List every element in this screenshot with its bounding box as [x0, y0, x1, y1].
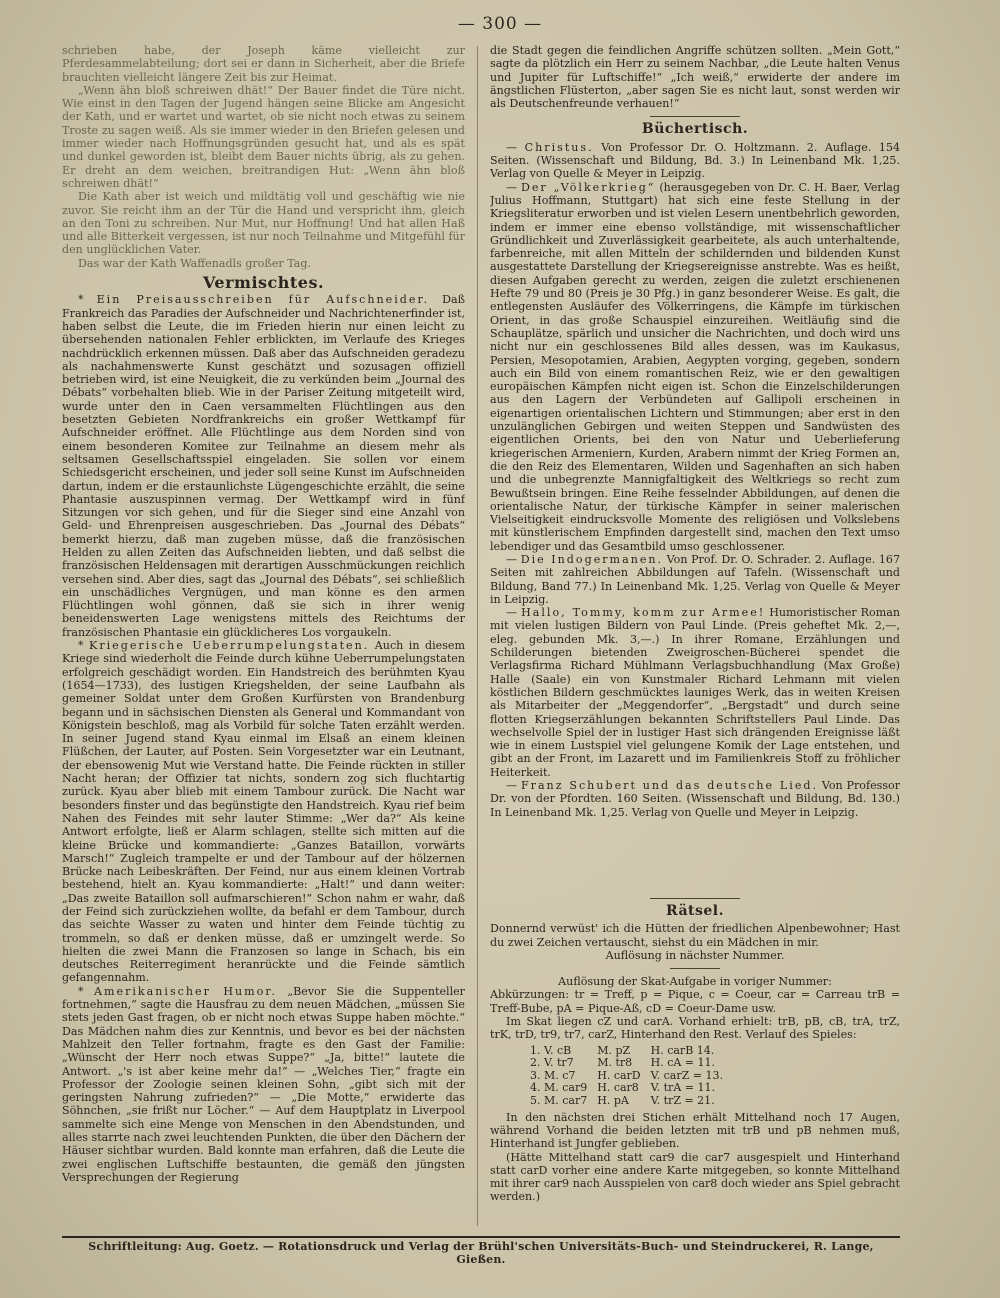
left-column [62, 44, 465, 1230]
book-text: Von Prof. Dr. O. Schrader. 2. Auflage. 167 Seiten mit zahlreichen Abbildungen auf Tafeln. (Wissenschaft und Bildung, Band 77.) In Leinenband Mk. 1,25. Verlag von Quelle & Meyer in Leipzig. [490, 552, 900, 606]
skat-cell: H. car8 [597, 1081, 639, 1095]
book-title: Der „Völkerkrieg“ [520, 180, 656, 194]
skat-abbreviations: Abkürzungen: tr = Treff, p = Pique, c = Coeur, car = Carreau trB = Treff-Bube, pA = Pique-Aß, cD = Coeur-Dame usw. [490, 988, 900, 1015]
skat-alternative: (Hätte Mittelhand statt car9 die car7 ausgespielt und Hinterhand statt carD vorher eine andere Karte mitgegeben, so konnte Mittelhand mit ihrer car9 nach Ausspielen von car8 doch wieder ans Spiel gebracht werden.) [490, 1150, 900, 1204]
section-title-raetsel: Rätsel. [666, 903, 724, 919]
story-paragraph: Die Kath aber ist weich und mildtätig voll und geschäftig wie nie zuvor. Sie reicht ihm an der Tür die Hand und verspricht ihm, gleich an den Toni zu schreiben. Nur Mut, nur Hoffnung! Und hat allen Haß und alle Bitterkeit vergessen, ist nur noch Teilnahme und Mitgefühl für den unglücklichen Vater. [62, 190, 465, 257]
book-entry: — Franz Schubert und das deutsche Lied. Von Professor Dr. von der Pfordten. 160 Seiten. (Wissenschaft und Bildung, Bd. 130.) In Leinenband Mk. 1,25. Verlag von Quelle und Meyer in Leipzig. [490, 779, 900, 819]
book-entry: — Die Indogermanen. Von Prof. Dr. O. Schrader. 2. Auflage. 167 Seiten mit zahlreichen Abbildungen auf Tafeln. (Wissenschaft und Bildung, Band 77.) In Leinenband Mk. 1,25. Verlag von Quelle & Meyer in Leipzig. [490, 552, 900, 606]
story-paragraph: schrieben habe, der Joseph käme vielleicht zur Pferdesammelabteilung; dort sei er dann in Sicherheit, aber die Briefe brauchten vielleicht längere Zeit bis zur Heimat. [62, 44, 465, 84]
section-rule [650, 898, 740, 899]
article-humor: * Amerikanischer Humor. „Bevor Sie die Suppenteller fortnehmen,“ sagte die Hausfrau zu dem neuen Mädchen, „müssen Sie stets jeden Gast fragen, ob er nicht noch etwas Suppe haben möchte.“ Das Mädchen nahm dies zur Kenntnis, und bevor es bei der nächsten Mahlzeit den Teller fortnahm, fragte es den Gast der Familie: „Wünscht der Herr noch etwas Suppe?“ „Ja, bitte!“ lautete die Antwort. „'s ist aber keine mehr da!“ — „Welches Tier,“ fragte ein Professor der Zoologie seinen kleinen Sohn, „gibt sich mit der geringsten Nahrung zufrieden?“ — „Die Motte,“ erwiderte das Söhnchen, „sie frißt nur Löcher.“ — Auf dem Hauptplatz in Liverpool sammelte sich eine Menge von Menschen in den Abendstunden, und alles starrte nach zwei leuchtenden Punkten, die über den Dächern der Häuser sichtbar wurden. Bald konnte man erfahren, daß die Leute die zwei englischen Luftschiffe bestaunten, die gemäß den jüngsten Versprechungen der Regierung [62, 984, 465, 1184]
page-number: — 300 — [457, 14, 543, 34]
skat-cell: M. pZ [597, 1043, 631, 1057]
book-title: Christus. [524, 140, 594, 154]
article-text: Daß Frankreich das Paradies der Aufschneider und Nachrichtenerfinder ist, haben selbst die Leute, die im Frieden hierin nur einen leicht zu übersehenden nationalen Fehler erblickten, im Verlaufe des Krieges nachdrücklich erkennen müssen. Daß aber das Aufschneiden geradezu als nachahmenswerte Kunst geschätzt und sozusagen offiziell betrieben wird, ist eine Neuigkeit, die zu verkünden beim „Journal des Débats“ vorbehalten blieb. Wie in der Pariser Zeitung mitgeteilt wird, wurde unter den in Caen versammelten Flüchtlingen aus den besetzten Gebieten Nordfrankreichs ein großer Wettkampf für Aufschneider eröffnet. Alle Flüchtlinge aus dem Norden sind von einem besonderen Komitee zur Teilnahme an diesem mehr als seltsamen Gesellschaftsspiel eingeladen. Sie sollen vor einem Schiedsgericht erscheinen, und jeder soll seine Kunst im Aufschneiden dartun, indem er die erstaunlichste Lügengeschichte erzählt, die seine Phantasie auszuspinnen vermag. Der Wettkampf wird in fünf Sitzungen vor sich gehen, und für die Sieger sind eine Anzahl von Geld- und Ehrenpreisen ausgeschrieben. Das „Journal des Débats“ bemerkt hierzu, daß man zugeben müsse, daß die französischen Helden zu allen Zeiten das Aufschneiden liebten, und daß selbst die französischen Heldensagen mit derartigen Ausschmückungen reichlich versehen sind. Aber dies, sagt das „Journal des Débats“, sei schließlich ein unschädliches Vergnügen, und man könne es den armen Flüchtlingen wohl gönnen, daß sie sich in ihrer wenig beneidenswerten Lage wenigstens mittels des Reichtums der französischen Phantasie ein glücklicheres Los vorgaukeln. [62, 293, 465, 639]
column-divider [477, 46, 478, 1226]
skat-cell: 3. M. c7 [530, 1068, 576, 1082]
article-preisausschreiben: * Ein Preisausschreiben für Aufschneider. Daß Frankreich das Paradies der Aufschneider und Nachrichtenerfinder ist, haben selbst die Leute, die im Frieden hierin nur einen leicht zu übersehenden nationalen Fehler erblickten, im Verlaufe des Krieges nachdrücklich erkennen müssen. Daß aber das Aufschneiden geradezu als nachahmenswerte Kunst geschätzt und sozusagen offiziell betrieben wird, ist eine Neuigkeit, die zu verkünden beim „Journal des Débats“ vorbehalten blieb. Wie in der Pariser Zeitung mitgeteilt wird, wurde unter den in Caen versammelten Flüchtlingen aus den besetzten Gebieten Nordfrankreichs ein großer Wettkampf für Aufschneider eröffnet. Alle Flüchtlinge aus dem Norden sind von einem besonderen Komitee zur Teilnahme an diesem mehr als seltsamen Gesellschaftsspiel eingeladen. Sie sollen vor einem Schiedsgericht erscheinen, und jeder soll seine Kunst im Aufschneiden dartun, indem er die erstaunlichste Lügengeschichte erzählt, die seine Phantasie auszuspinnen vermag. Der Wettkampf wird in fünf Sitzungen vor sich gehen, und für die Sieger sind eine Anzahl von Geld- und Ehrenpreisen ausgeschrieben. Das „Journal des Débats“ bemerkt hierzu, daß man zugeben müsse, daß die französischen Helden zu allen Zeiten das Aufschneiden liebten, und daß selbst die französischen Heldensagen mit derartigen Ausschmückungen reichlich versehen sind. Aber dies, sagt das „Journal des Débats“, sei schließlich ein unschädliches Vergnügen, und man könne es den armen Flüchtlingen wohl gönnen, daß sie sich in ihrer wenig beneidenswerten Lage wenigstens mittels des Reichtums der französischen Phantasie ein glücklicheres Los vorgaukeln. [62, 293, 465, 639]
book-title: Franz Schubert und das deutsche Lied. [520, 779, 819, 793]
skat-table [530, 1045, 733, 1108]
book-entry: — Der „Völkerkrieg“ (herausgegeben von Dr. C. H. Baer, Verlag Julius Hoffmann, Stuttgart) hat sich eine feste Stellung in der Kriegsliteratur erworben und ist vielen Lesern unentbehrlich geworden, indem er immer eine ebenso vollständige, mit wissenschaftlicher Gründlichkeit und Zuverlässigkeit gearbeitete, als auch unterhaltende, farbenreiche, mit allen Mitteln der schildernden und bildenden Kunst ausgestattete Darstellung der Kriegsereignisse anstrebte. Was es heißt, diesen Aufgaben gerecht zu werden, zeigen die zuletzt erschienenen Hefte 79 und 80 (Preis je 30 Pfg.) in ganz besonderer Weise. Es galt, die entlegensten Ausläufer des Völkerringens, die Kämpfe im türkischen Orient, in das große Schauspiel einzureihen. Weitläufig sind die Schauplätze, spärlich und unsicher die Nachrichten, und doch wird uns nicht nur ein geschlossenes Bild alles dessen, was im Kaukasus, Persien, Mesopotamien, Arabien, Aegypten vorging, gegeben, sondern auch ein Bild von einem romantischen Reiz, wie er den gewaltigen europäischen Kämpfen nicht eigen ist. Schon die Einzelschilderungen aus den Lagern der Verbündeten auf Gallipoli erscheinen in eigenartigen orientalischen Lichtern und Stimmungen; aber erst in den unzulänglichen Gebirgen und weiten Steppen und Sandwüsten des eigentlichen Orients, bei den von Natur und Ueberlieferung kriegerischen Armeniern, Kurden, Arabern nimmt der Krieg Formen an, die den Reiz des Elementaren, Wilden und Sagenhaften an sich haben und die unbegrenzte Mannigfaltigkeit des Weltkriegs so recht zum Bewußtsein bringen. Eine Reihe fesselnder Abbildungen, auf denen die orientalische Natur, der türkische Kämpfer in seiner malerischen Vielseitigkeit eindrucksvolle Momente des religiösen und Volkslebens mit künstlerischem Empfinden dargestellt sind, machen den Text umso lebendiger und das Gesamtbild umso geschlossener. [490, 180, 900, 553]
skat-cell: 2. V. tr7 [530, 1056, 574, 1070]
article-title: Amerikanischer Humor. [93, 984, 277, 998]
skat-cell: 5. M. car7 [530, 1094, 588, 1108]
story-paragraph: Das war der Kath Waffenadls großer Tag. [78, 256, 311, 270]
riddle-section [490, 892, 900, 1204]
article-title: Kriegerische Ueberrumpelungstaten. [89, 639, 370, 653]
book-text: Humoristischer Roman mit vielen lustigen Bildern von Paul Linde. (Preis geheftet Mk. 2,—, eleg. gebunden Mk. 3,—.) In ihrer Romane, Erzählungen und Schilderungen bietenden Zweigroschen-Bücherei spendet die Verlagsfirma Richard Mühlmann Verlagsbuchhandlung (Max Große) Halle (Saale) ein von Kunstmaler Richard Lehmann mit vielen köstlichen Bildern geschmücktes launiges Werk, das in weiten Kreisen als Mitarbeiter der „Meggendorfer“, „Bergstadt“ und durch seine flotten Kriegserzählungen bekannten Schriftstellers Paul Linde. Das wechselvolle Spiel der in lustiger Hast sich drängenden Ereignisse läßt wie in einem Lustspiel viel gelungene Komik der Lage entstehen, und gibt an der Front, im Lazarett und im Familienkreis Stoff zu fröhlicher Heiterkeit. [490, 606, 900, 779]
article-title: Ein Preisausschreiben für Aufschneider. [96, 293, 430, 307]
skat-cell: 4. M. car9 [530, 1081, 588, 1095]
article-text: Auch in diesem Kriege sind wiederholt die Feinde durch kühne Ueberrumpelungstaten erfolgreich geschädigt worden. Ein Handstreich des berühmten Kyau (1654—1733), des lustigen Kriegshelden, der seine Laufbahn als gemeiner Soldat unter dem Großen Kurfürsten von Brandenburg begann und in sächsischen Diensten als General und Kommandant von Königstein beschloß, mag als Vorbild für solche Taten erzählt werden. In seiner Jugend stand Kyau einmal im Elsaß an einem kleinen Flüßchen, der Lauter, auf Posten. Sein Vorgesetzter war ein Leutnant, der ebensowenig Mut wie Verstand hatte. Die Feinde rückten in stiller Nacht heran; der Offizier tat nichts, sondern zog sich fluchtartig zurück. Kyau aber blieb mit einem Tambour zurück. Die Nacht war besonders finster und das begünstigte den Handstreich. Kyau rief beim Nahen des Feindes mit sehr lauter Stimme: „Wer da?“ Als keine Antwort erfolgte, ließ er Alarm schlagen, stellte sich mitten auf die kleine Brücke und kommandierte: „Ganzes Bataillon, vorwärts Marsch!“ Zugleich trampelte er und der Tambour auf der hölzernen Brücke nach Leibeskräften. Der Feind, nur aus einem kleinen Vortrab bestehend, hielt an. Kyau kommandierte: „Halt!“ und dann weiter: „Das zweite Bataillon soll aufmarschieren!“ Schon nahm er wahr, daß der Feind sich zurückziehen wollte, da befahl er dem Tambour, durch das seichte Wasser zu waten und hinter dem Feinde tüchtig zu trommeln, so daß er denken müsse, daß er umzingelt werde. So hielten die zwei Mann die Franzosen so lange in Schach, bis ein deutsches Reiterregiment heranrückte und die Feinde sämtlich gefangennahm. [62, 639, 465, 985]
skat-cell: H. carB 14. [650, 1043, 715, 1057]
story-ending [62, 44, 465, 270]
skat-cell: M. tr8 [597, 1056, 633, 1070]
riddle-text: Donnernd verwüst' ich die Hütten der friedlichen Alpenbewohner; Hast du zwei Zeichen vertauscht, siehst du ein Mädchen in mir. [490, 922, 900, 949]
skat-cell: H. pA [597, 1094, 629, 1108]
footer-rule [62, 1236, 900, 1238]
skat-cell: V. carZ = 13. [650, 1068, 723, 1082]
imprint-footer: Schriftleitung: Aug. Goetz. — Rotationsdruck und Verlag der Brühl'schen Universitäts-Buch- und Steindruckerei, R. Lange, Gießen. [88, 1240, 874, 1266]
skat-title: Auflösung der Skat-Aufgabe in voriger Nummer: [558, 975, 832, 989]
skat-row [530, 1057, 733, 1070]
skat-cell: V. trZ = 21. [650, 1094, 715, 1108]
section-title-buechertisch: Büchertisch. [641, 121, 749, 138]
book-title: Hallo, Tommy, komm zur Armee! [521, 606, 766, 620]
book-title: Die Indogermanen. [520, 552, 664, 566]
section-rule [670, 968, 720, 969]
humor-continuation: die Stadt gegen die feindlichen Angriffe schützen sollten. „Mein Gott,“ sagte da plötzlich ein Herr zu seinem Nachbar, „die Leute halten Venus und Jupiter für Luftschiffe!“ „Ich weiß,“ erwiderte der andere im ängstlichen Flüsterton, „aber sagen Sie es nicht laut, sonst werden wir als Deutschenfreunde verhauen!“ [490, 44, 900, 111]
skat-intro: Im Skat liegen cZ und carA. Vorhand erhielt: trB, pB, cB, trA, trZ, trK, trD, tr9, tr7, carZ, Hinterhand den Rest. Verlauf des Spieles: [490, 1015, 900, 1042]
riddle-note: Auflösung in nächster Nummer. [605, 948, 785, 962]
section-title-vermischtes: Vermischtes. [202, 273, 325, 293]
skat-cell: H. cA = 11. [650, 1056, 716, 1070]
skat-row [530, 1095, 733, 1108]
skat-cell: H. carD [597, 1068, 641, 1082]
skat-after: In den nächsten drei Stichen erhält Mittelhand noch 17 Augen, während Vorhand die beiden letzten mit trB und pB nehmen muß, Hinterhand ist Jungfer geblieben. [490, 1110, 900, 1151]
section-rule [650, 116, 740, 117]
book-entry: — Christus. Von Professor Dr. O. Holtzmann. 2. Auflage. 154 Seiten. (Wissenschaft und Bildung, Bd. 3.) In Leinenband Mk. 1,25. Verlag von Quelle & Meyer in Leipzig. [490, 140, 900, 181]
article-ueberrumpelung: * Kriegerische Ueberrumpelungstaten. Auch in diesem Kriege sind wiederholt die Feinde durch kühne Ueberrumpelungstaten erfolgreich geschädigt worden. Ein Handstreich des berühmten Kyau (1654—1733), des lustigen Kriegshelden, der seine Laufbahn als gemeiner Soldat unter dem Großen Kurfürsten von Brandenburg begann und in sächsischen Diensten als General und Kommandant von Königstein beschloß, mag als Vorbild für solche Taten erzählt werden. In seiner Jugend stand Kyau einmal im Elsaß an einem kleinen Flüßchen, der Lauter, auf Posten. Sein Vorgesetzter war ein Leutnant, der ebensowenig Mut wie Verstand hatte. Die Feinde rückten in stiller Nacht heran; der Offizier tat nichts, sondern zog sich fluchtartig zurück. Kyau aber blieb mit einem Tambour zurück. Die Nacht war besonders finster und das begünstigte den Handstreich. Kyau rief beim Nahen des Feindes mit sehr lauter Stimme: „Wer da?“ Als keine Antwort erfolgte, ließ er Alarm schlagen, stellte sich mitten auf die kleine Brücke und kommandierte: „Ganzes Bataillon, vorwärts Marsch!“ Zugleich trampelte er und der Tambour auf der hölzernen Brücke nach Leibeskräften. Der Feind, nur aus einem kleinen Vortrab bestehend, hielt an. Kyau kommandierte: „Halt!“ und dann weiter: „Das zweite Bataillon soll aufmarschieren!“ Schon nahm er wahr, daß der Feind sich zurückziehen wollte, da befahl er dem Tambour, durch das seichte Wasser zu waten und hinter dem Feinde tüchtig zu trommeln, so daß er denken müsse, daß er umzingelt werde. So hielten die zwei Mann die Franzosen so lange in Schach, bis ein deutsches Reiterregiment heranrückte und die Feinde sämtlich gefangennahm. [62, 639, 465, 985]
story-paragraph: „Wenn ähn bloß schreiwen dhät!“ Der Bauer findet die Türe nicht. Wie einst in den Tagen der Jugend hängen seine Blicke am Angesicht der Kath, und er wartet und wartet, ob sie nicht noch etwas zu seinem Troste zu sagen weiß. Als sie immer wieder in den Briefen gelesen und immer wieder nach Hoffnungsgründen gesucht hat, und als es spät und dunkel geworden ist, bleibt dem Bauer nichts übrig, als zu gehen. Er dreht an dem weichen, breitrandigen Hut: „Wenn ähn bloß schreiwen dhät!“ [62, 83, 465, 190]
book-entry: — Hallo, Tommy, komm zur Armee! Humoristischer Roman mit vielen lustigen Bildern von Paul Linde. (Preis geheftet Mk. 2,—, eleg. gebunden Mk. 3,—.) In ihrer Romane, Erzählungen und Schilderungen bietenden Zweigroschen-Bücherei spendet die Verlagsfirma Richard Mühlmann Verlagsbuchhandlung (Max Große) Halle (Saale) ein von Kunstmaler Richard Lehmann mit vielen köstlichen Bildern geschmücktes launiges Werk, das in weiten Kreisen als Mitarbeiter der „Meggendorfer“, „Bergstadt“ und durch seine flotten Kriegserzählungen bekannten Schriftstellers Paul Linde. Das wechselvolle Spiel der in lustiger Hast sich drängenden Ereignisse läßt wie in einem Lustspiel viel gelungene Komik der Lage entstehen, und gibt an der Front, im Lazarett und im Familienkreis Stoff zu fröhlicher Heiterkeit. [490, 606, 900, 779]
book-text: Von Professor Dr. O. Holtzmann. 2. Auflage. 154 Seiten. (Wissenschaft und Bildung, Bd. 3.) In Leinenband Mk. 1,25. Verlag von Quelle & Meyer in Leipzig. [490, 140, 900, 181]
skat-cell: 1. V. cB [530, 1043, 572, 1057]
book-text: Von Professor Dr. von der Pfordten. 160 Seiten. (Wissenschaft und Bildung, Bd. 130.) In Leinenband Mk. 1,25. Verlag von Quelle und Meyer in Leipzig. [490, 779, 900, 819]
skat-cell: V. trA = 11. [650, 1081, 715, 1095]
book-text: (herausgegeben von Dr. C. H. Baer, Verlag Julius Hoffmann, Stuttgart) hat sich eine feste Stellung in der Kriegsliteratur erworben und ist vielen Lesern unentbehrlich geworden, indem er immer eine ebenso vollständige, mit wissenschaftlicher Gründlichkeit und Zuverlässigkeit gearbeitete, als auch unterhaltende, farbenreiche, mit allen Mitteln der schildernden und bildenden Kunst ausgestattete Darstellung der Kriegsereignisse anstrebte. Was es heißt, diesen Aufgaben gerecht zu werden, zeigen die zuletzt erschienenen Hefte 79 und 80 (Preis je 30 Pfg.) in ganz besonderer Weise. Es galt, die entlegensten Ausläufer des Völkerringens, die Kämpfe im türkischen Orient, in das große Schauspiel einzureihen. Weitläufig sind die Schauplätze, spärlich und unsicher die Nachrichten, und doch wird uns nicht nur ein geschlossenes Bild alles dessen, was im Kaukasus, Persien, Mesopotamien, Arabien, Aegypten vorging, gegeben, sondern auch ein Bild von einem romantischen Reiz, wie er den gewaltigen europäischen Kämpfen nicht eigen ist. Schon die Einzelschilderungen aus den Lagern der Verbündeten auf Gallipoli erscheinen in eigenartigen orientalischen Lichtern und Stimmungen; aber erst in den unzulänglichen Gebirgen und weiten Steppen und Sandwüsten des eigentlichen Orients, bei den von Natur und Ueberlieferung kriegerischen Armeniern, Kurden, Arabern nimmt der Krieg Formen an, die den Reiz des Elementaren, Wilden und Sagenhaften an sich haben und die unbegrenzte Mannigfaltigkeit des Weltkriegs so recht zum Bewußtsein bringen. Eine Reihe fesselnder Abbildungen, auf denen die orientalische Natur, der türkische Kämpfer in seiner malerischen Vielseitigkeit eindrucksvolle Momente des religiösen und Volkslebens mit künstlerischem Empfinden dargestellt sind, machen den Text umso lebendiger und das Gesamtbild umso geschlossener. [490, 180, 900, 553]
article-text: „Bevor Sie die Suppenteller fortnehmen,“ sagte die Hausfrau zu dem neuen Mädchen, „müssen Sie stets jeden Gast fragen, ob er nicht noch etwas Suppe haben möchte.“ Das Mädchen nahm dies zur Kenntnis, und bevor es bei der nächsten Mahlzeit den Teller fortnahm, fragte es den Gast der Familie: „Wünscht der Herr noch etwas Suppe?“ „Ja, bitte!“ lautete die Antwort. „'s ist aber keine mehr da!“ — „Welches Tier,“ fragte ein Professor der Zoologie seinen kleinen Sohn, „gibt sich mit der geringsten Nahrung zufrieden?“ — „Die Motte,“ erwiderte das Söhnchen, „sie frißt nur Löcher.“ — Auf dem Hauptplatz in Liverpool sammelte sich eine Menge von Menschen in den Abendstunden, und alles starrte nach zwei leuchtenden Punkten, die über den Dächern der Häuser sichtbar wurden. Bald konnte man erfahren, daß die Leute die zwei englischen Luftschiffe bestaunten, die gemäß den jüngsten Versprechungen der Regierung [62, 984, 465, 1184]
right-column [490, 44, 900, 824]
